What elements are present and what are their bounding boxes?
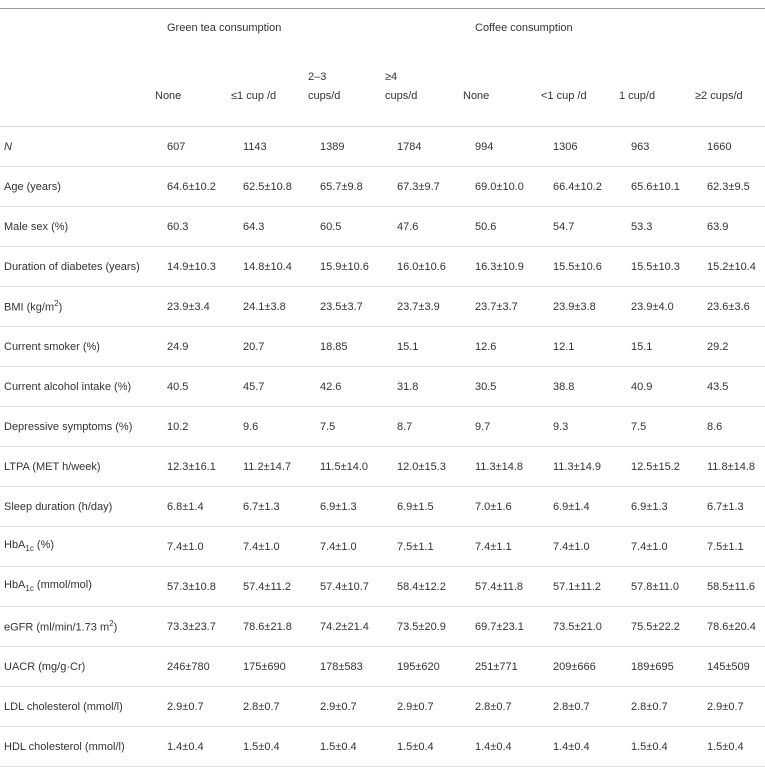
table-header (0, 0, 765, 127)
table-cell: 15.5±10.6 (537, 247, 615, 287)
category-label-line1: ≥4 (385, 70, 398, 83)
table-cell: 1660 (691, 127, 765, 167)
category-header-5 (537, 47, 615, 127)
row-label (0, 607, 151, 647)
row-label-text: BMI (kg/m (4, 301, 55, 314)
row-label (0, 407, 151, 447)
table-cell: 2.8±0.7 (459, 687, 537, 727)
row-label (0, 127, 151, 167)
table-cell: 29.2 (691, 327, 765, 367)
table-cell: 14.8±10.4 (227, 247, 304, 287)
table-cell: 23.5±3.7 (304, 287, 381, 327)
table-cell: 6.9±1.3 (615, 487, 691, 527)
table-cell: 12.6 (459, 327, 537, 367)
table-cell: 6.7±1.3 (691, 487, 765, 527)
table-cell: 53.3 (615, 207, 691, 247)
table-cell: 66.4±10.2 (537, 167, 615, 207)
row-label (0, 567, 151, 607)
table-row (0, 447, 765, 487)
row-label-text: LTPA (MET h/week) (4, 460, 101, 473)
table-cell: 175±690 (227, 647, 304, 687)
table-row (0, 607, 765, 647)
category-header-7 (691, 47, 765, 127)
table-cell: 54.7 (537, 207, 615, 247)
table-cell: 6.9±1.3 (304, 487, 381, 527)
table-cell: 1.4±0.4 (151, 727, 227, 767)
table-cell: 7.5 (615, 407, 691, 447)
table-row (0, 287, 765, 327)
table-cell: 73.5±21.0 (537, 607, 615, 647)
table-cell: 7.4±1.0 (615, 527, 691, 567)
table-cell: 209±666 (537, 647, 615, 687)
table-cell: 178±583 (304, 647, 381, 687)
row-label-text: Depressive symptoms (%) (4, 420, 133, 433)
table-cell: 75.5±22.2 (615, 607, 691, 647)
row-label-subscript: 1c (25, 544, 34, 554)
table-row (0, 527, 765, 567)
category-header-row (0, 47, 765, 127)
table-cell: 7.5±1.1 (691, 527, 765, 567)
table-cell: 1.5±0.4 (227, 727, 304, 767)
table-cell: 2.9±0.7 (691, 687, 765, 727)
table-cell: 38.8 (537, 367, 615, 407)
table-cell: 6.8±1.4 (151, 487, 227, 527)
table-cell: 1143 (227, 127, 304, 167)
table-cell: 57.4±11.8 (459, 567, 537, 607)
header-blank-cell (0, 47, 151, 127)
category-label-line1: ≥2 cups/d (695, 89, 743, 102)
table-cell: 189±695 (615, 647, 691, 687)
category-header-0 (151, 47, 227, 127)
group-header-green-tea: Green tea consumption (167, 22, 282, 34)
table-cell: 60.3 (151, 207, 227, 247)
category-header-1 (227, 47, 304, 127)
table-cell: 40.9 (615, 367, 691, 407)
table-row (0, 727, 765, 767)
row-label-suffix: (mmol/mol) (33, 579, 92, 592)
table-cell: 58.4±12.2 (381, 567, 459, 607)
table-cell: 58.5±11.6 (691, 567, 765, 607)
table-cell: 12.0±15.3 (381, 447, 459, 487)
row-label (0, 727, 151, 767)
table-cell: 11.8±14.8 (691, 447, 765, 487)
table-cell: 1784 (381, 127, 459, 167)
row-label-text: HbA (4, 579, 26, 592)
table-cell: 23.9±3.4 (151, 287, 227, 327)
table-cell: 963 (615, 127, 691, 167)
table-cell: 65.6±10.1 (615, 167, 691, 207)
table-row (0, 327, 765, 367)
table-cell: 69.7±23.1 (459, 607, 537, 647)
table-cell: 9.3 (537, 407, 615, 447)
table-cell: 57.8±11.0 (615, 567, 691, 607)
table-cell: 23.6±3.6 (691, 287, 765, 327)
category-header-2 (304, 47, 381, 127)
table-cell: 69.0±10.0 (459, 167, 537, 207)
row-label-text: Current smoker (%) (4, 340, 100, 353)
table-cell: 6.9±1.5 (381, 487, 459, 527)
table-cell: 24.1±3.8 (227, 287, 304, 327)
table-cell: 2.9±0.7 (304, 687, 381, 727)
table-cell: 50.6 (459, 207, 537, 247)
table-cell: 2.9±0.7 (151, 687, 227, 727)
row-label (0, 247, 151, 287)
table-cell: 11.2±14.7 (227, 447, 304, 487)
row-label-suffix: (%) (33, 539, 55, 552)
table-cell: 7.5 (304, 407, 381, 447)
row-label (0, 687, 151, 727)
table-cell: 45.7 (227, 367, 304, 407)
table-cell: 7.4±1.0 (151, 527, 227, 567)
category-label-line1: 2–3 (308, 70, 327, 83)
row-label-text: eGFR (ml/min/1.73 m (4, 621, 110, 634)
row-label (0, 647, 151, 687)
table-cell: 1.5±0.4 (381, 727, 459, 767)
row-label-text: HbA (4, 539, 26, 552)
table-cell: 30.5 (459, 367, 537, 407)
table-cell: 24.9 (151, 327, 227, 367)
table-row (0, 407, 765, 447)
row-label (0, 207, 151, 247)
row-label (0, 327, 151, 367)
table-cell: 8.6 (691, 407, 765, 447)
table-cell: 15.2±10.4 (691, 247, 765, 287)
table-cell: 7.4±1.0 (227, 527, 304, 567)
table-cell: 7.4±1.0 (304, 527, 381, 567)
table-cell: 23.9±4.0 (615, 287, 691, 327)
table-cell: 2.8±0.7 (537, 687, 615, 727)
table-body (0, 127, 765, 767)
table-cell: 1.5±0.4 (304, 727, 381, 767)
table-row (0, 487, 765, 527)
row-label (0, 287, 151, 327)
row-label (0, 447, 151, 487)
table-cell: 7.4±1.0 (537, 527, 615, 567)
table-cell: 57.3±10.8 (151, 567, 227, 607)
category-label-line2: cups/d (308, 89, 341, 102)
row-label-text: Male sex (%) (4, 220, 69, 233)
table-row (0, 567, 765, 607)
category-header-4 (459, 47, 537, 127)
table-cell: 6.9±1.4 (537, 487, 615, 527)
category-label-line1: None (463, 89, 490, 102)
table-cell: 67.3±9.7 (381, 167, 459, 207)
table-cell: 10.2 (151, 407, 227, 447)
table-cell: 6.7±1.3 (227, 487, 304, 527)
table-row (0, 647, 765, 687)
table-row (0, 167, 765, 207)
row-label-subscript: 1c (25, 584, 34, 594)
table-cell: 7.5±1.1 (381, 527, 459, 567)
header-blank-cell (0, 9, 151, 48)
row-label (0, 527, 151, 567)
table-cell: 15.1 (381, 327, 459, 367)
table-cell: 8.7 (381, 407, 459, 447)
category-label-line2: cups/d (385, 89, 418, 102)
category-label-line1: 1 cup/d (619, 89, 656, 102)
table-cell: 12.5±15.2 (615, 447, 691, 487)
table-row (0, 127, 765, 167)
category-label-line1: None (155, 89, 182, 102)
table-cell: 16.0±10.6 (381, 247, 459, 287)
table-cell: 12.1 (537, 327, 615, 367)
table-cell: 57.4±11.2 (227, 567, 304, 607)
table-cell: 2.8±0.7 (615, 687, 691, 727)
table-cell: 73.3±23.7 (151, 607, 227, 647)
group-header-row (0, 9, 765, 48)
table-cell: 15.9±10.6 (304, 247, 381, 287)
table-cell: 2.9±0.7 (381, 687, 459, 727)
row-label-text: Sleep duration (h/day) (4, 500, 113, 513)
row-label-text: UACR (mg/g·Cr) (4, 660, 86, 673)
table-cell: 251±771 (459, 647, 537, 687)
table-cell: 63.9 (691, 207, 765, 247)
table-cell: 7.4±1.1 (459, 527, 537, 567)
table-cell: 62.3±9.5 (691, 167, 765, 207)
table-cell: 7.0±1.6 (459, 487, 537, 527)
table-cell: 12.3±16.1 (151, 447, 227, 487)
table-cell: 1.5±0.4 (615, 727, 691, 767)
row-label-text: LDL cholesterol (mmol/l) (4, 700, 123, 713)
table-cell: 64.3 (227, 207, 304, 247)
table-row (0, 367, 765, 407)
table-cell: 11.5±14.0 (304, 447, 381, 487)
table-cell: 20.7 (227, 327, 304, 367)
row-label-text: HDL cholesterol (mmol/l) (4, 740, 125, 753)
table-cell: 78.6±20.4 (691, 607, 765, 647)
group-header-coffee: Coffee consumption (475, 22, 573, 34)
row-label-text: Age (years) (4, 180, 61, 193)
table-cell: 195±620 (381, 647, 459, 687)
table-cell: 994 (459, 127, 537, 167)
row-label (0, 367, 151, 407)
row-label-text: Current alcohol intake (%) (4, 380, 132, 393)
table-cell: 74.2±21.4 (304, 607, 381, 647)
table-cell: 62.5±10.8 (227, 167, 304, 207)
table-cell: 9.7 (459, 407, 537, 447)
table-row (0, 207, 765, 247)
table-cell: 23.9±3.8 (537, 287, 615, 327)
row-label (0, 167, 151, 207)
table-cell: 47.6 (381, 207, 459, 247)
table-cell: 60.5 (304, 207, 381, 247)
row-label (0, 487, 151, 527)
table-cell: 43.5 (691, 367, 765, 407)
row-label-suffix: ) (113, 621, 118, 634)
table-cell: 1389 (304, 127, 381, 167)
row-label-suffix: ) (58, 301, 63, 314)
table-cell: 57.1±11.2 (537, 567, 615, 607)
table-cell: 23.7±3.9 (381, 287, 459, 327)
table-cell: 1.4±0.4 (537, 727, 615, 767)
table-cell: 18.85 (304, 327, 381, 367)
table-cell: 2.8±0.7 (227, 687, 304, 727)
row-label-superscript: 2 (109, 619, 114, 629)
table-cell: 9.6 (227, 407, 304, 447)
category-label-line1: <1 cup /d (541, 89, 587, 102)
table-cell: 64.6±10.2 (151, 167, 227, 207)
category-label-line1: ≤1 cup /d (231, 89, 277, 102)
table-cell: 1.4±0.4 (459, 727, 537, 767)
category-header-6 (615, 47, 691, 127)
table-cell: 11.3±14.9 (537, 447, 615, 487)
table-cell: 145±509 (691, 647, 765, 687)
table-cell: 40.5 (151, 367, 227, 407)
category-header-3 (381, 47, 459, 127)
table-cell: 16.3±10.9 (459, 247, 537, 287)
table-cell: 65.7±9.8 (304, 167, 381, 207)
row-label-superscript: 2 (54, 299, 59, 309)
table-cell: 607 (151, 127, 227, 167)
table-cell: 246±780 (151, 647, 227, 687)
row-label-text: Duration of diabetes (years) (4, 260, 140, 273)
table-cell: 23.7±3.7 (459, 287, 537, 327)
table-cell: 1306 (537, 127, 615, 167)
table-row (0, 687, 765, 727)
table-cell: 1.5±0.4 (691, 727, 765, 767)
table-cell: 11.3±14.8 (459, 447, 537, 487)
table-cell: 42.6 (304, 367, 381, 407)
table-cell: 14.9±10.3 (151, 247, 227, 287)
table-cell: 15.1 (615, 327, 691, 367)
table-cell: 57.4±10.7 (304, 567, 381, 607)
table-cell: 31.8 (381, 367, 459, 407)
row-label-text: N (4, 140, 12, 153)
top-rule (0, 0, 765, 9)
table-cell: 78.6±21.8 (227, 607, 304, 647)
table-cell: 73.5±20.9 (381, 607, 459, 647)
table-cell: 15.5±10.3 (615, 247, 691, 287)
table-row (0, 247, 765, 287)
